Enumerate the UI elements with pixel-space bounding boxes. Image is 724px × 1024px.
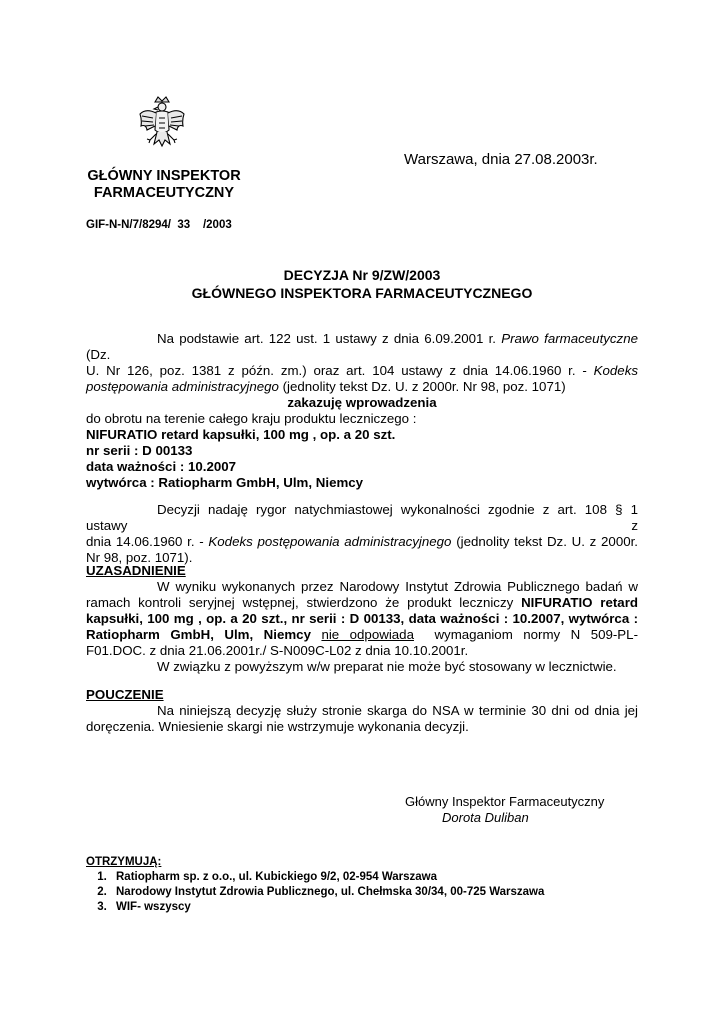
nonconformity-statement: nie odpowiada — [321, 627, 414, 642]
justification-label: UZASADNIENIE — [86, 563, 186, 578]
decision-heading: zakazuję wprowadzenia — [287, 395, 437, 410]
legal-basis-text: U. Nr 126, poz. 1381 z późn. zm.) oraz art. 104 ustawy z dnia 14.06.1960 r. - — [86, 363, 594, 378]
legal-basis-line-2 — [86, 363, 638, 379]
enforcement-line-3: Nr 98, poz. 1071). — [86, 550, 193, 565]
authority-line-1: GŁÓWNY INSPEKTOR — [87, 168, 241, 184]
enforcement-line-2 — [86, 534, 638, 550]
legal-basis-line-1 — [86, 331, 638, 363]
justification-line-6: W związku z powyższym w/w preparat nie może być stosowany w lecznictwie. — [157, 659, 617, 674]
manufacturer: wytwórca : Ratiopharm GmbH, Ulm, Niemcy — [86, 475, 364, 490]
polish-eagle-emblem — [138, 96, 186, 158]
justification-line-3: kapsułki, 100 mg , op. a 20 szt., nr serii : D 00133, data ważności : 10.2007, wytwórca : — [86, 611, 638, 626]
reference-number: GIF-N-N/7/8294/ 33 /2003 — [86, 219, 232, 231]
justification-line-2 — [86, 595, 638, 611]
decision-scope: do obrotu na terenie całego kraju produktu leczniczego : — [86, 411, 417, 426]
instruction-section — [86, 687, 638, 735]
batch-number: nr serii : D 00133 — [86, 443, 193, 458]
signatory-title: Główny Inspektor Farmaceutyczny — [405, 794, 605, 809]
decision-block — [86, 395, 638, 491]
legal-basis-text: Na podstawie art. 122 ust. 1 ustawy z dnia 6.09.2001 r. — [157, 331, 502, 346]
enforcement-paragraph — [86, 502, 638, 566]
justification-text: wymaganiom normy N 509-PL- — [434, 627, 638, 642]
justification-line-5: F01.DOC. z dnia 21.06.2001r./ S-N009C-L02 z dnia 10.10.2001r. — [86, 643, 469, 658]
code-name: Kodeks — [593, 363, 638, 378]
justification-line-4 — [86, 627, 638, 643]
signature-block — [405, 794, 604, 826]
legal-basis-text: (jednolity tekst Dz. U. z 2000r. Nr 98, poz. 1071) — [278, 379, 566, 394]
enforcement-text: dnia 14.06.1960 r. - — [86, 534, 209, 549]
manufacturer: Ratiopharm GmbH, Ulm, Niemcy — [86, 627, 311, 642]
code-name: Kodeks postępowania administracyjnego — [208, 534, 452, 549]
recipients-list — [86, 870, 544, 915]
legal-basis-text: (Dz. — [86, 347, 111, 362]
product-name: NIFURATIO retard — [521, 595, 638, 610]
enforcement-line-1: Decyzji nadaję rygor natychmiastowej wykonalności zgodnie z art. 108 § 1 ustawy z — [86, 502, 638, 533]
recipients-section — [86, 855, 544, 915]
legal-basis-line-3 — [86, 379, 638, 395]
signatory-name: Dorota Duliban — [442, 810, 529, 825]
expiry-date: data ważności : 10.2007 — [86, 459, 237, 474]
instruction-line-1: Na niniejszą decyzję służy stronie skarga do NSA w terminie 30 dni od dnia jej — [157, 703, 638, 718]
instruction-label: POUCZENIE — [86, 687, 164, 702]
product-name: NIFURATIO retard kapsułki, 100 mg , op. a 20 szt. — [86, 427, 396, 442]
list-item: 1. Ratiopharm sp. z o.o., ul. Kubickiego 9/2, 02-954 Warszawa — [110, 870, 544, 885]
code-name: postępowania administracyjnego — [86, 379, 279, 394]
enforcement-text: (jednolity tekst Dz. U. z 2000r. — [451, 534, 638, 549]
instruction-line-2: doręczenia. Wniesienie skargi nie wstrzymuje wykonania decyzji. — [86, 719, 469, 734]
law-name: Prawo farmaceutyczne — [501, 331, 639, 346]
recipients-label: OTRZYMUJĄ: — [86, 856, 162, 868]
justification-line-1: W wyniku wykonanych przez Narodowy Instytut Zdrowia Publicznego badań w — [157, 579, 638, 594]
title-line-1: DECYZJA Nr 9/ZW/2003 — [283, 267, 441, 283]
authority-line-2: FARMACEUTYCZNY — [93, 185, 235, 201]
place-and-date: Warszawa, dnia 27.08.2003r. — [404, 151, 598, 168]
legal-basis-paragraph — [86, 331, 638, 395]
title-line-2: GŁÓWNEGO INSPEKTORA FARMACEUTYCZNEGO — [191, 285, 533, 301]
issuing-authority — [80, 168, 248, 202]
justification-text: ramach kontroli seryjnej wstępnej, stwierdzono że produkt leczniczy — [86, 595, 522, 610]
list-item: 3. WIF- wszyscy — [110, 900, 544, 915]
decision-title — [0, 266, 724, 302]
list-item: 2. Narodowy Instytut Zdrowia Publicznego, ul. Chełmska 30/34, 00-725 Warszawa — [110, 885, 544, 900]
justification-section — [86, 563, 638, 675]
